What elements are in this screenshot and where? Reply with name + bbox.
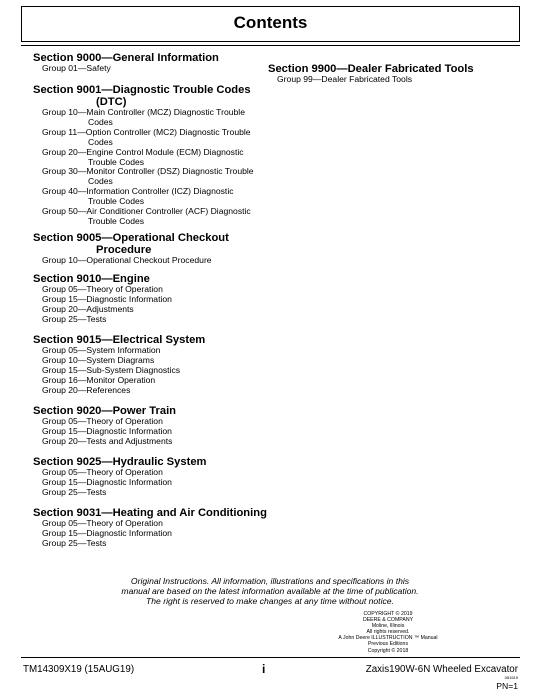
section-9010 xyxy=(33,273,259,325)
group-item[interactable]: Group 20—Engine Control Module (ECM) Diagnostic Trouble Codes xyxy=(42,146,244,167)
section-title: Section 9015—Electrical System xyxy=(33,334,206,346)
group-item[interactable]: Group 20—References xyxy=(42,384,131,395)
group-item[interactable]: Group 05—Theory of Operation xyxy=(42,416,163,426)
section-9025 xyxy=(33,456,259,498)
group-item[interactable]: Group 15—Diagnostic Information xyxy=(42,293,172,304)
header-box xyxy=(21,6,520,42)
group-item[interactable]: Group 50—Air Conditioner Controller (ACF) Diagnostic Trouble Codes xyxy=(42,206,251,226)
section-title: Section 9020—Power Train xyxy=(33,405,177,417)
group-item[interactable]: Group 15—Diagnostic Information xyxy=(42,425,172,436)
footer-rule xyxy=(21,657,520,658)
section-9031 xyxy=(33,507,267,549)
section-title: Section 9000—General Information xyxy=(33,52,219,64)
section-title: Section 9900—Dealer Fabricated Tools xyxy=(268,63,474,75)
group-item[interactable]: Group 15—Diagnostic Information xyxy=(42,476,172,487)
group-item[interactable]: Group 10—System Diagrams xyxy=(42,354,155,365)
section-title: Section 9001—Diagnostic Trouble Codes (DTC) xyxy=(33,84,251,108)
group-item[interactable]: Group 05—Theory of Operation xyxy=(42,284,163,294)
group-item[interactable]: Group 15—Sub-System Diagnostics xyxy=(42,364,181,375)
group-item[interactable]: Group 40—Information Controller (ICZ) Diagnostic Trouble Codes xyxy=(42,186,234,207)
section-title: Section 9025—Hydraulic System xyxy=(33,456,207,468)
section-9000 xyxy=(33,52,259,74)
section-title: Section 9031—Heating and Air Conditioning xyxy=(33,507,267,519)
footer-title: Zaxis190W-6N Wheeled Excavator xyxy=(365,664,518,675)
group-item[interactable]: Group 05—Theory of Operation xyxy=(42,467,163,477)
group-item[interactable]: Group 30—Monitor Controller (DSZ) Diagnostic Trouble Codes xyxy=(42,166,254,187)
legal-notice: Original Instructions. All information, illustrations and specifications in this manual are based on the latest information available at the time of publication. The right is reserved to make changes at any time without notice. xyxy=(121,576,419,607)
group-item[interactable]: Group 05—System Information xyxy=(42,345,161,355)
section-title: Section 9005—Operational Checkout Procedure xyxy=(33,232,229,256)
footer-page-number: i xyxy=(262,662,266,676)
group-item[interactable]: Group 15—Diagnostic Information xyxy=(42,527,172,538)
section-9900 xyxy=(268,63,508,85)
copyright-block: COPYRIGHT © 2019 DEERE & COMPANY Moline, Illinois All rights reserved. A John Deere ILLUSTRUCTION ™ Manual Previous Editions Copyright © 2018 xyxy=(338,611,438,654)
footer-pn: PN=1 xyxy=(496,681,518,691)
group-item[interactable]: Group 16—Monitor Operation xyxy=(42,374,156,385)
section-9020 xyxy=(33,405,259,447)
section-9005 xyxy=(33,232,259,266)
header-rule xyxy=(21,45,520,46)
group-item[interactable]: Group 25—Tests xyxy=(42,313,107,324)
section-9015 xyxy=(33,334,259,396)
group-item[interactable]: Group 01—Safety xyxy=(42,63,111,73)
group-item[interactable]: Group 20—Adjustments xyxy=(42,303,134,314)
group-item[interactable]: Group 10—Main Controller (MCZ) Diagnostic Trouble Codes xyxy=(42,107,245,127)
group-item[interactable]: Group 99—Dealer Fabricated Tools xyxy=(277,74,413,84)
group-item[interactable]: Group 25—Tests xyxy=(42,537,107,548)
page-title: Contents xyxy=(233,13,308,32)
group-item[interactable]: Group 10—Operational Checkout Procedure xyxy=(42,255,212,265)
group-item[interactable]: Group 25—Tests xyxy=(42,486,107,497)
section-9001 xyxy=(33,84,259,227)
footer-code: 081519 xyxy=(504,675,518,680)
footer-doc-id: TM14309X19 (15AUG19) xyxy=(23,664,135,675)
group-item[interactable]: Group 11—Option Controller (MC2) Diagnostic Trouble Codes xyxy=(42,126,251,147)
group-item[interactable]: Group 05—Theory of Operation xyxy=(42,518,163,528)
section-title: Section 9010—Engine xyxy=(33,273,150,285)
group-item[interactable]: Group 20—Tests and Adjustments xyxy=(42,435,173,446)
